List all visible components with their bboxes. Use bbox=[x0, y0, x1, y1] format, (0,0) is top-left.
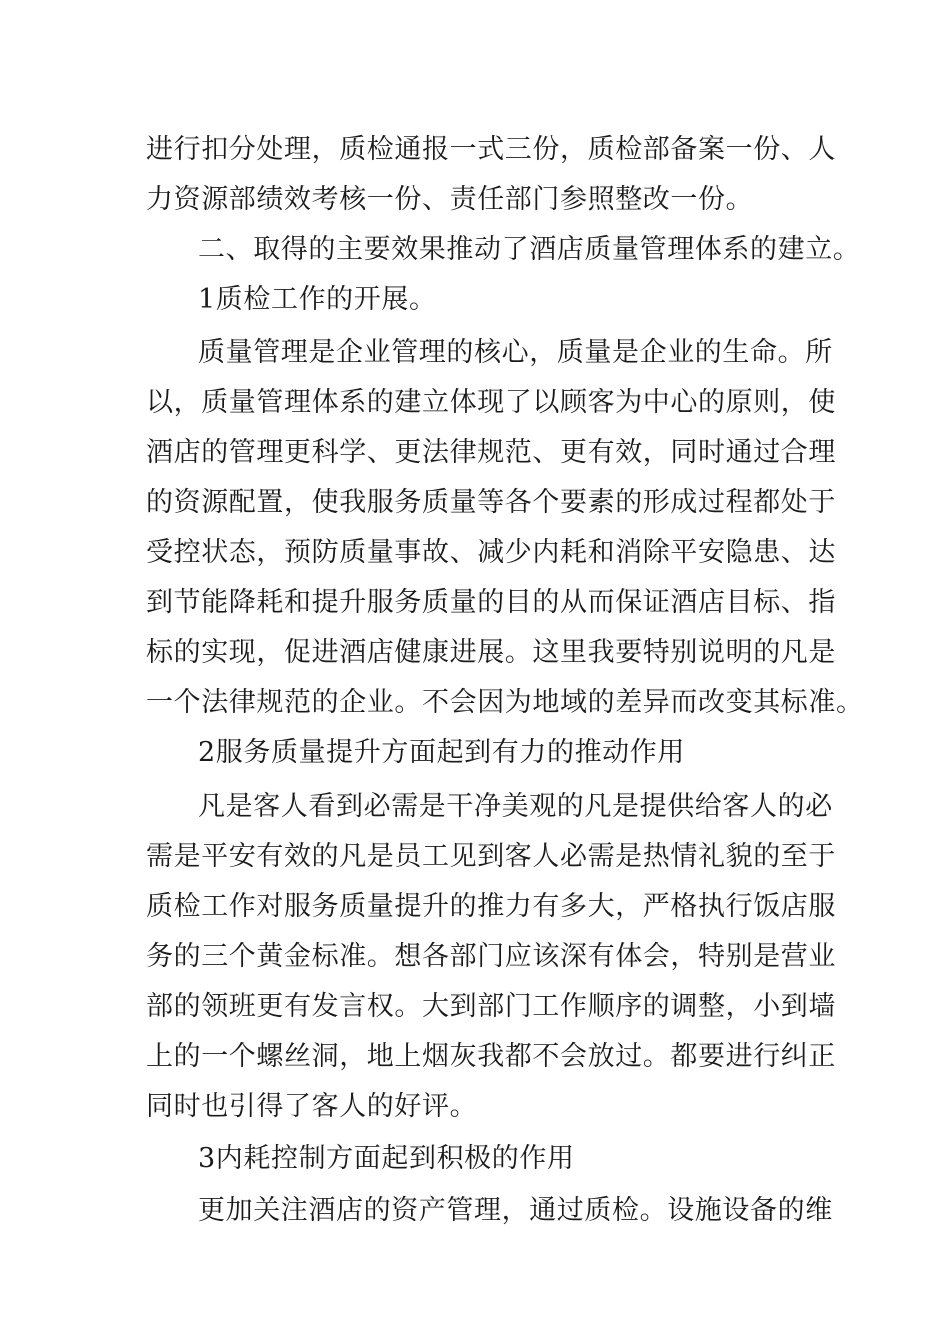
text-line: 质检工作对服务质量提升的推力有多大，严格执行饭店服 bbox=[146, 891, 836, 922]
text-line: 凡是客人看到必需是干净美观的凡是提供给客人的必 bbox=[198, 791, 833, 822]
text-line: 一个法律规范的企业。不会因为地域的差异而改变其标准。 bbox=[146, 687, 864, 718]
text-line: 质量管理是企业管理的核心，质量是企业的生命。所 bbox=[198, 337, 833, 368]
text-line: 以，质量管理体系的建立体现了以顾客为中心的原则，使 bbox=[146, 387, 836, 418]
text-line: 务的三个黄金标准。想各部门应该深有体会，特别是营业 bbox=[146, 941, 836, 972]
section-heading: 二、取得的主要效果推动了酒店质量管理体系的建立。 bbox=[198, 234, 861, 265]
text-line: 部的领班更有发言权。大到部门工作顺序的调整，小到墙 bbox=[146, 991, 836, 1022]
text-line: 力资源部绩效考核一份、责任部门参照整改一份。 bbox=[146, 184, 754, 215]
text-line: 到节能降耗和提升服务质量的目的从而保证酒店目标、指 bbox=[146, 587, 836, 618]
text-line: 同时也引得了客人的好评。 bbox=[146, 1091, 478, 1122]
text-line: 的资源配置，使我服务质量等各个要素的形成过程都处于 bbox=[146, 487, 836, 518]
subsection-heading: 1质检工作的开展。 bbox=[198, 284, 437, 315]
text-line: 上的一个螺丝洞，地上烟灰我都不会放过。都要进行纠正 bbox=[146, 1041, 836, 1072]
text-line: 更加关注酒店的资产管理，通过质检。设施设备的维 bbox=[198, 1195, 833, 1226]
text-line: 需是平安有效的凡是员工见到客人必需是热情礼貌的至于 bbox=[146, 841, 836, 872]
text-line: 受控状态，预防质量事故、减少内耗和消除平安隐患、达 bbox=[146, 537, 836, 568]
text-line: 进行扣分处理，质检通报一式三份，质检部备案一份、人 bbox=[146, 134, 836, 165]
subsection-heading: 2服务质量提升方面起到有力的推动作用 bbox=[198, 737, 685, 768]
text-line: 标的实现，促进酒店健康进展。这里我要特别说明的凡是 bbox=[146, 637, 836, 668]
text-line: 酒店的管理更科学、更法律规范、更有效，同时通过合理 bbox=[146, 437, 836, 468]
subsection-heading: 3内耗控制方面起到积极的作用 bbox=[198, 1143, 575, 1174]
